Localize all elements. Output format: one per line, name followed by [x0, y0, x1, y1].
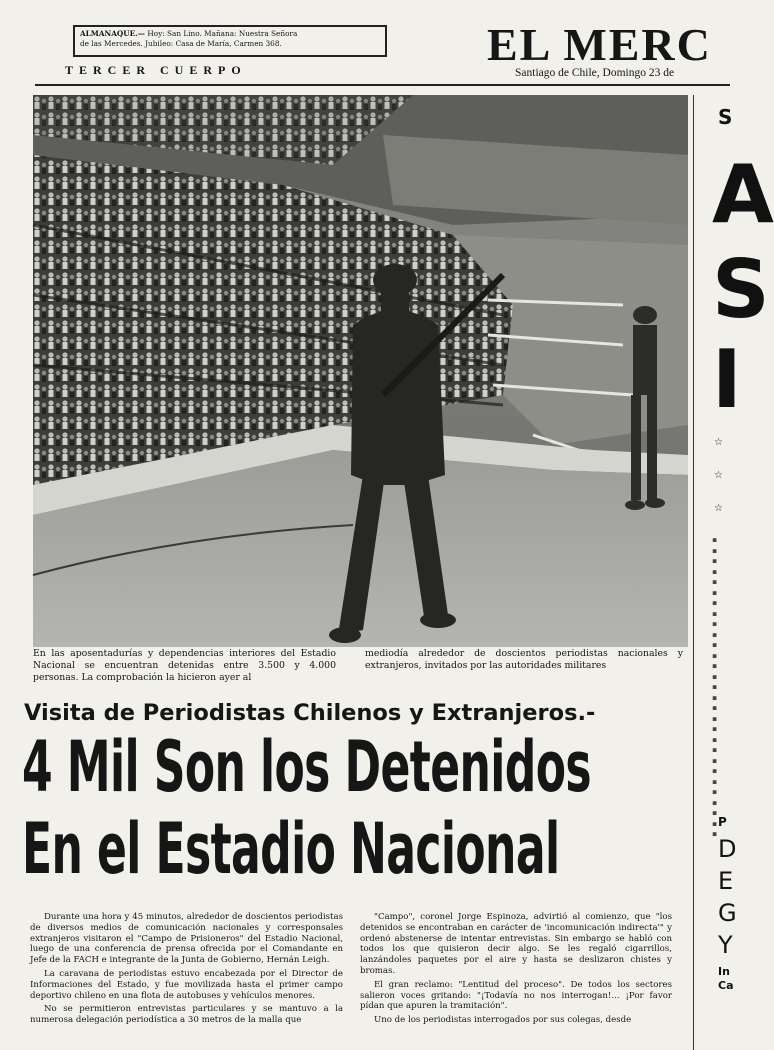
- adjacent-letter: Y: [718, 931, 733, 959]
- photo-caption-col1: En las aposentadurías y dependencias interiores del Estadio Nacional se encuentran detenidas entre 3.500 y 4.000 personas. La comprobación la hicieron ayer al: [33, 648, 336, 683]
- almanaque-label: ALMANAQUE.—: [80, 29, 145, 38]
- star-bullet-icon: ☆: [714, 470, 723, 481]
- article-paragraph: El gran reclamo: "Lentitud del proceso". De todos los sectores salieron voces gritando: "¡Todavía no nos interrogan!... ¡Por favor pídan que apuren la tramitación".: [360, 979, 672, 1012]
- adjacent-letter: P: [718, 815, 727, 829]
- adjacent-big-letter: S: [712, 243, 770, 336]
- dateline: Santiago de Chile, Domingo 23 de: [515, 67, 675, 79]
- adjacent-big-letter: A: [712, 148, 774, 241]
- star-bullet-icon: ☆: [714, 503, 723, 514]
- adjacent-body-text: ▪ ▪ ▪ ▪ ▪ ▪ ▪ ▪ ▪ ▪ ▪ ▪ ▪ ▪ ▪ ▪ ▪ ▪ ▪ ▪ ▪ ▪ ▪ ▪ ▪ ▪ ▪ ▪ ▪: [712, 535, 718, 838]
- article-paragraph: "Campo", coronel Jorge Espinoza, advirtió al comienzo, que "los detenidos se encontraban en carácter de 'incomunicación indirecta'" y ordenó abstenerse de intentar entrevistas. Sin embargo se habló con todos los que quisieron decir algo. Se les regaló cigarrillos, lanzándoles paquetes por el aire y hasta se deslizaron chistes y bromas.: [360, 912, 672, 976]
- almanaque-line1: Hoy: San Lino. Mañana: Nuestra Señora: [147, 29, 298, 38]
- almanaque-line2: de las Mercedes. Jubileo: Casa de María, Carmen 368.: [80, 39, 282, 48]
- headline-line2: En el Estadio Nacional: [22, 808, 560, 890]
- article-paragraph: Uno de los periodistas interrogados por sus colegas, desde: [374, 1015, 632, 1026]
- article-paragraph: La caravana de periodistas estuvo encabezada por el Director de Informaciones del Estado, y fue movilizada hasta el primer campo deportivo chileno en una flota de autobuses y vehículos menores.: [30, 968, 343, 1001]
- adjacent-letter: Ca: [718, 979, 734, 992]
- masthead: EL MERC: [487, 19, 712, 70]
- photo-caption-col2: mediodía alrededor de doscientos periodistas nacionales y extranjeros, invitados por las autoridades militares: [365, 648, 683, 671]
- soldier-in-stadium-photo: [33, 95, 688, 647]
- header-rule: [35, 84, 730, 86]
- headline-kicker: Visita de Periodistas Chilenos y Extranjeros.-: [24, 700, 596, 726]
- adjacent-letter: In: [718, 965, 730, 978]
- section-label: TERCER CUERPO: [65, 63, 247, 77]
- article-paragraph: No se permitieron entrevistas particulares y se mantuvo a la numerosa delegación periodística a 30 metros de la malla que: [30, 1004, 343, 1026]
- star-bullet-icon: ☆: [714, 437, 723, 448]
- article-column-2: [360, 912, 672, 1029]
- adjacent-letter: E: [718, 867, 734, 895]
- adjacent-top-letter: S: [718, 105, 733, 129]
- almanaque-box: [73, 25, 387, 57]
- adjacent-article-column: [700, 95, 774, 1050]
- article-paragraph: Durante una hora y 45 minutos, alrededor de doscientos periodistas de diversos medios de comunicación nacionales y corresponsales extranjeros visitaron el "Campo de Prisioneros" del Estadio Nacional, luego de una conferencia de prensa ofrecida por el Comandante en Jefe de la FACH e integrante de la Junta de Gobierno, Hernán Leigh.: [30, 912, 343, 966]
- adjacent-letter: G: [718, 899, 737, 927]
- adjacent-big-letter: I: [712, 333, 742, 426]
- adjacent-letter: D: [718, 835, 737, 863]
- article-column-1: [30, 912, 343, 1029]
- column-divider: [693, 95, 694, 1050]
- headline-line1: 4 Mil Son los Detenidos: [22, 726, 591, 808]
